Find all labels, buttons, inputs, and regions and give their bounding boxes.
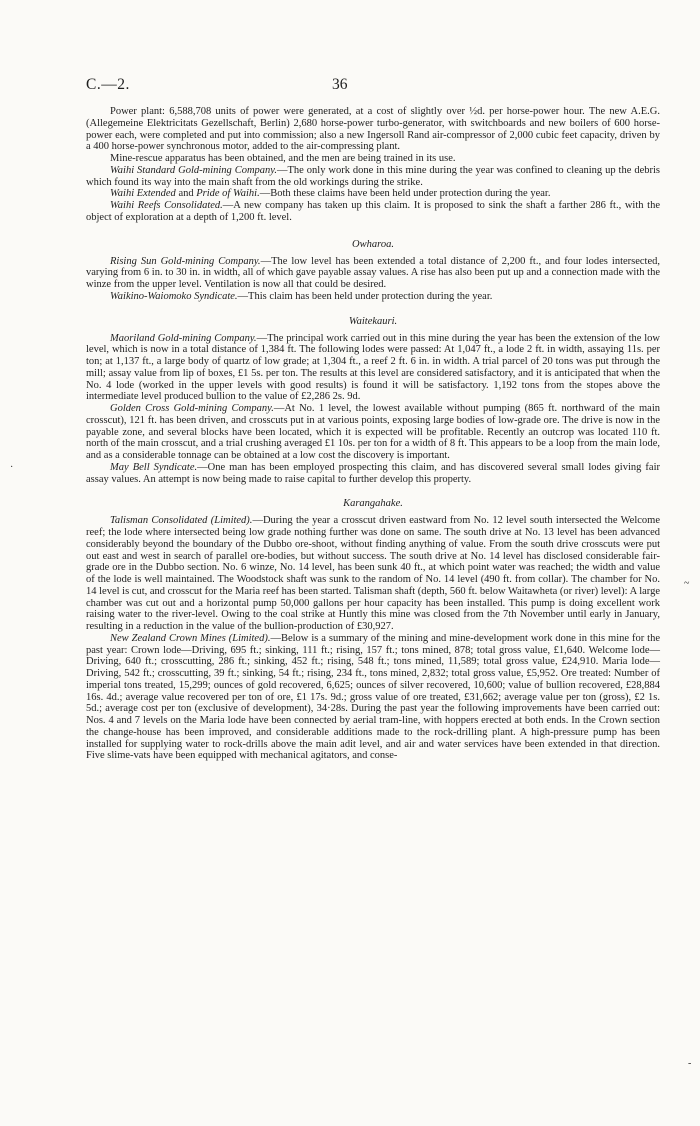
waitekauri-section bbox=[86, 333, 660, 486]
paragraph-crown-mines: New Zealand Crown Mines (Limited).—Below is a summary of the mining and mine-development work done in this mine for the past year: Crown lode—Driving, 695 ft.; sinking, 111 ft.; rising, 157 ft.; tons mined, 878; total gross value, £1,640. Welcome lode—Driving, 640 ft.; crosscutting, 286 ft.; sinking, 452 ft.; rising, 548 ft.; tons mined, 11,589; total gross value, £24,910. Maria lode—Driving, 542 ft.; crosscutting, 39 ft.; sinking, 54 ft.; rising, 234 ft., tons mined, 2,832; total gross value, £5,952. Ore treated: Number of imperial tons treated, 15,299; ounces of gold recovered, 6,625; ounces of silver recovered, 10,600; value of bullion recovered, £28,884 16s. 4d.; average value recovered per ton of ore, £1 17s. 9d.; gross value of ore treated, £31,662; average value per ton (gross), £2 1s. 5d.; average cost per ton (exclusive of development), 34·28s. During the past year the following improvements have been carried out: Nos. 4 and 7 levels on the Maria lode have been connected by aerial tram-line, with hoppers erected at both ends. In the Crown section the change-house has been improved, and considerable additions made to the rock-drilling plant. A high-pressure pump has been installed for supplying water to rock-drills above the main adit level, and air and water services have been extended in that direction. Five slime-vats have been equipped with mechanical agitators, and conse- bbox=[86, 632, 661, 762]
owharoa-section bbox=[86, 256, 660, 303]
margin-mark: ~ bbox=[684, 578, 690, 589]
paragraph-golden-cross: Golden Cross Gold-mining Company.—At No. 1 level, the lowest available without pumping (865 ft. northward of the main crosscut), 121 ft. has been driven, and crosscuts put in at various points, exposing large bodies of low-grade ore. The drive is now in the payable zone, and several blocks have been located, which it is expected will be profitable. Recently an outcrop was located 110 ft. north of the main crosscut, and a trial crushing averaged £1 10s. per ton for a width of 8 ft. This appears to be a loop from the main lode, and as a considerable tonnage can be obtained at a low cost the discovery is important. bbox=[86, 403, 660, 461]
paragraph-mine-rescue: Mine-rescue apparatus has been obtained, and the men are being trained in its use. bbox=[110, 153, 456, 164]
karangahake-section bbox=[86, 515, 660, 762]
paragraph-waihi-extended: Waihi Extended and Pride of Waihi.—Both these claims have been held under protection during the year. bbox=[110, 188, 551, 200]
report-reference: C.—2. bbox=[86, 76, 130, 93]
margin-mark: · bbox=[10, 462, 14, 473]
paragraph-maoriland: Maoriland Gold-mining Company.—The principal work carried out in this mine during the year has been the extension of the low level, which is now in a total distance of 1,384 ft. The following lodes were passed: At 1,047 ft., a lode 2 ft. in width, assaying 11s. per ton; at 1,137 ft., a large body of quartz of low grade; at 1,304 ft., a reef 2 ft. 6 in. in width. A trial parcel of 20 tons was put through the mill; assay value from lip of boxes, £1 5s. per ton. The results at this level are considered satisfactory, and it is anticipated that when the No. 4 lode (worked in the upper levels with good results) is found it will be satisfactory. 1,192 tons from the stopes above the intermediate level produced bullion to the value of £2,286 2s. 9d. bbox=[86, 332, 660, 403]
heading-waitekauri: Waitekauri. bbox=[348, 315, 398, 327]
paragraph-waikino: Waikino-Waiomoko Syndicate.—This claim has been held under protection during the year. bbox=[110, 290, 493, 302]
paragraph-rising-sun: Rising Sun Gold-mining Company.—The low level has been extended a total distance of 2,200 ft., and four lodes intersected, varying from 6 in. to 30 in. in width, all of which gave payable assay values. A rise has also been put up and a connection made with the winze from the upper level. Ventilation is now all that could be desired. bbox=[86, 255, 661, 290]
paragraph-talisman: Talisman Consolidated (Limited).—During the year a crosscut driven eastward from No. 12 level south intersected the Welcome reef; the lode where intersected being low grade nothing further was done on same. The south drive at No. 13 level has been advanced considerably beyond the boundary of the Dubbo ore-shoot, without finding anything of value. From the south drive crosscuts were put out east and west in search of parallel ore-bodies, but without success. The south drive at No. 14 level has disclosed considerable fair-grade ore in the Dubbo section. No. 6 winze, No. 14 level, has been sunk 40 ft., at which point water was reached; the width and value of the lode is well maintained. The Woodstock shaft was sunk to the random of No. 14 level (490 ft. from collar). The chamber for No. 14 level is cut, and crosscut for the Maria reef has been started. Talisman shaft (depth, 560 ft. below Waitawheta (or river) level): A large chamber was cut out and a horizontal pump 50,000 gallons per hour capacity has been installed. This pump is doing excellent work raising water to the river-level. Owing to the coal strike at Huntly this mine was closed from the 7th November until early in January, resulting in a reduction in the value of the bullion-production of £30,927. bbox=[86, 515, 660, 632]
heading-karangahake: Karangahake. bbox=[343, 498, 403, 510]
document-page bbox=[86, 76, 660, 762]
margin-mark: - bbox=[688, 1058, 692, 1069]
page-number: 36 bbox=[332, 76, 348, 93]
paragraph-waihi-standard: Waihi Standard Gold-mining Company.—The only work done in this mine during the year was confined to cleaning up the debris which found its way into the main shaft from the old workings during the strike. bbox=[86, 164, 660, 188]
paragraph-power-plant: Power plant: 6,588,708 units of power were generated, at a cost of slightly over ½d. per horse-power hour. The new A.E.G. (Allegemeine Elektricitats Gezellschaft, Berlin) 2,680 horse-power turbo-generator, with switchboards and new boilers of 600 horse-power each, were completed and put into commission; also a new Ingersoll Rand air-compressor of 2,000 cubic feet capacity, driven by a 400 horse-power synchronous motor, added to the air-compressing plant. bbox=[86, 106, 660, 153]
heading-owharoa: Owharoa. bbox=[352, 238, 394, 250]
paragraph-waihi-reefs: Waihi Reefs Consolidated.—A new company has taken up this claim. It is proposed to sink the shaft a farther 286 ft., with the object of exploration at a depth of 1,200 ft. level. bbox=[86, 200, 660, 223]
waihi-section bbox=[86, 106, 660, 224]
paragraph-may-bell: May Bell Syndicate.—One man has been employed prospecting this claim, and has discovered several small lodes giving fair assay values. An attempt is now being made to raise capital to further develop this property. bbox=[86, 461, 660, 485]
page-header bbox=[86, 76, 660, 106]
